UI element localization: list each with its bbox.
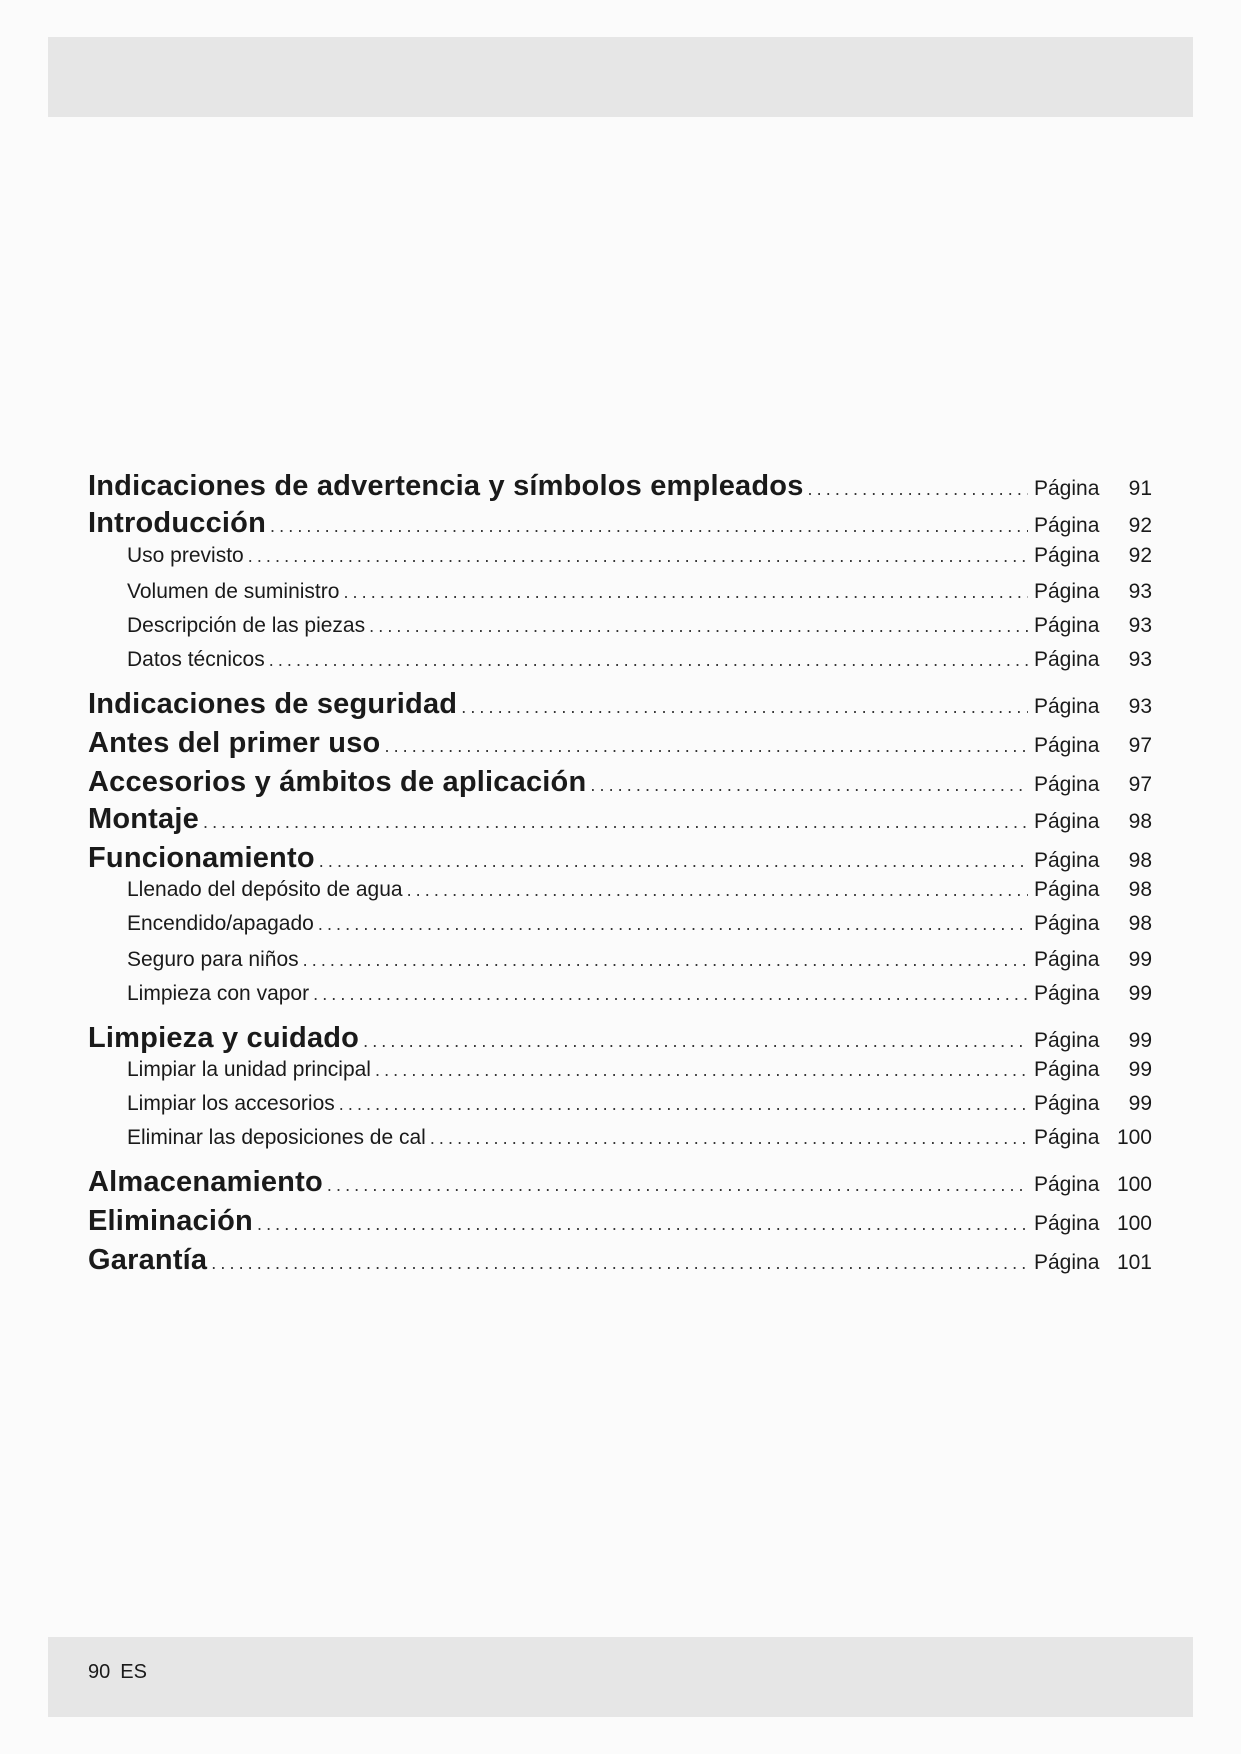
toc-subentry[interactable] [88, 912, 1152, 936]
toc-title: Almacenamiento [88, 1166, 323, 1198]
toc-title: Indicaciones de advertencia y símbolos empleados [88, 470, 804, 502]
dot-leader [248, 546, 1028, 567]
page-number: 99 [1128, 1058, 1152, 1081]
page-label: Página [1034, 514, 1100, 537]
page-number: 99 [1128, 982, 1152, 1005]
page-number: 100 [1116, 1212, 1152, 1235]
page-label: Página [1034, 734, 1100, 757]
page-number: 100 [1116, 1126, 1152, 1149]
page-number: 93 [1128, 648, 1152, 671]
toc-entry[interactable] [88, 766, 1152, 799]
toc-subentry[interactable] [88, 1126, 1152, 1150]
page-number: 101 [1116, 1251, 1152, 1274]
page-number: 99 [1128, 948, 1152, 971]
page-label: Página [1034, 1126, 1100, 1149]
page-label: Página [1034, 477, 1100, 500]
page-label: Página [1034, 1092, 1100, 1115]
page-number: 98 [1128, 849, 1152, 872]
toc-subentry[interactable] [88, 878, 1152, 902]
toc-subentry[interactable] [88, 544, 1152, 568]
toc-title: Eliminación [88, 1205, 253, 1237]
toc-entry[interactable] [88, 1244, 1152, 1277]
dot-leader [269, 650, 1028, 671]
toc-subentry[interactable] [88, 982, 1152, 1006]
page-label: Página [1034, 912, 1100, 935]
dot-leader [318, 914, 1028, 935]
toc-title: Limpieza con vapor [127, 982, 310, 1005]
dot-leader [384, 736, 1028, 757]
page-label: Página [1034, 544, 1100, 567]
dot-leader [363, 1031, 1028, 1052]
page-label: Página [1034, 695, 1100, 718]
dot-leader [319, 851, 1028, 872]
page-number: 93 [1128, 695, 1152, 718]
toc-title: Limpieza y cuidado [88, 1022, 360, 1054]
page-number: 97 [1128, 773, 1152, 796]
footer-page-number: 90 [88, 1661, 111, 1683]
toc-title: Eliminar las deposiciones de cal [127, 1126, 426, 1149]
page-number: 93 [1128, 580, 1152, 603]
toc-title: Funcionamiento [88, 842, 315, 874]
dot-leader [339, 1094, 1028, 1115]
dot-leader [211, 1253, 1028, 1274]
page-label: Página [1034, 982, 1100, 1005]
toc-title: Volumen de suministro [127, 580, 340, 603]
dot-leader [375, 1060, 1028, 1081]
dot-leader [203, 812, 1028, 833]
toc-entry[interactable] [88, 1205, 1152, 1238]
toc-title: Seguro para niños [127, 948, 299, 971]
page-number: 98 [1128, 878, 1152, 901]
header-band [48, 37, 1193, 117]
toc-subentry[interactable] [88, 614, 1152, 638]
toc-title: Uso previsto [127, 544, 244, 567]
toc-title: Datos técnicos [127, 648, 265, 671]
dot-leader [590, 775, 1028, 796]
page-label: Página [1034, 1212, 1100, 1235]
page-label: Página [1034, 580, 1100, 603]
dot-leader [430, 1128, 1028, 1149]
page-number: 97 [1128, 734, 1152, 757]
toc-subentry[interactable] [88, 648, 1152, 672]
page-number: 99 [1128, 1029, 1152, 1052]
toc-entry[interactable] [88, 688, 1152, 721]
page-label: Página [1034, 1173, 1100, 1196]
page-number: 92 [1128, 544, 1152, 567]
page-number: 99 [1128, 1092, 1152, 1115]
page-label: Página [1034, 1251, 1100, 1274]
toc-subentry[interactable] [88, 948, 1152, 972]
toc-entry[interactable] [88, 842, 1152, 875]
page-number: 98 [1128, 912, 1152, 935]
toc-entry[interactable] [88, 1022, 1152, 1055]
toc-title: Descripción de las piezas [127, 614, 366, 637]
page-label: Página [1034, 648, 1100, 671]
toc-title: Garantía [88, 1244, 208, 1276]
toc-title: Llenado del depósito de agua [127, 878, 403, 901]
page-number: 93 [1128, 614, 1152, 637]
toc-title: Antes del primer uso [88, 727, 381, 759]
toc-subentry[interactable] [88, 1092, 1152, 1116]
page-label: Página [1034, 1029, 1100, 1052]
toc-entry[interactable] [88, 803, 1152, 836]
page-label: Página [1034, 773, 1100, 796]
dot-leader [407, 880, 1028, 901]
dot-leader [343, 582, 1028, 603]
toc-entry[interactable] [88, 507, 1152, 540]
toc-entry[interactable] [88, 470, 1152, 503]
dot-leader [270, 516, 1028, 537]
dot-leader [303, 950, 1028, 971]
page-number: 92 [1128, 514, 1152, 537]
toc-title: Indicaciones de seguridad [88, 688, 458, 720]
dot-leader [257, 1214, 1028, 1235]
page-number: 98 [1128, 810, 1152, 833]
footer-language: ES [120, 1661, 147, 1683]
toc-title: Introducción [88, 507, 267, 539]
toc-subentry[interactable] [88, 580, 1152, 604]
toc-entry[interactable] [88, 727, 1152, 760]
page-label: Página [1034, 948, 1100, 971]
dot-leader [461, 697, 1028, 718]
page-label: Página [1034, 849, 1100, 872]
toc-title: Montaje [88, 803, 199, 835]
dot-leader [369, 616, 1028, 637]
toc-title: Limpiar la unidad principal [127, 1058, 371, 1081]
page-label: Página [1034, 810, 1100, 833]
toc-subentry[interactable] [88, 1058, 1152, 1082]
toc-title: Limpiar los accesorios [127, 1092, 335, 1115]
dot-leader [313, 984, 1028, 1005]
page-label: Página [1034, 1058, 1100, 1081]
dot-leader [808, 479, 1028, 500]
toc-title: Encendido/apagado [127, 912, 314, 935]
dot-leader [327, 1175, 1028, 1196]
footer [88, 1661, 147, 1684]
page-number: 100 [1116, 1173, 1152, 1196]
footer-band [48, 1637, 1193, 1717]
toc-entry[interactable] [88, 1166, 1152, 1199]
page-label: Página [1034, 878, 1100, 901]
page-number: 91 [1128, 477, 1152, 500]
page-label: Página [1034, 614, 1100, 637]
toc-title: Accesorios y ámbitos de aplicación [88, 766, 587, 798]
